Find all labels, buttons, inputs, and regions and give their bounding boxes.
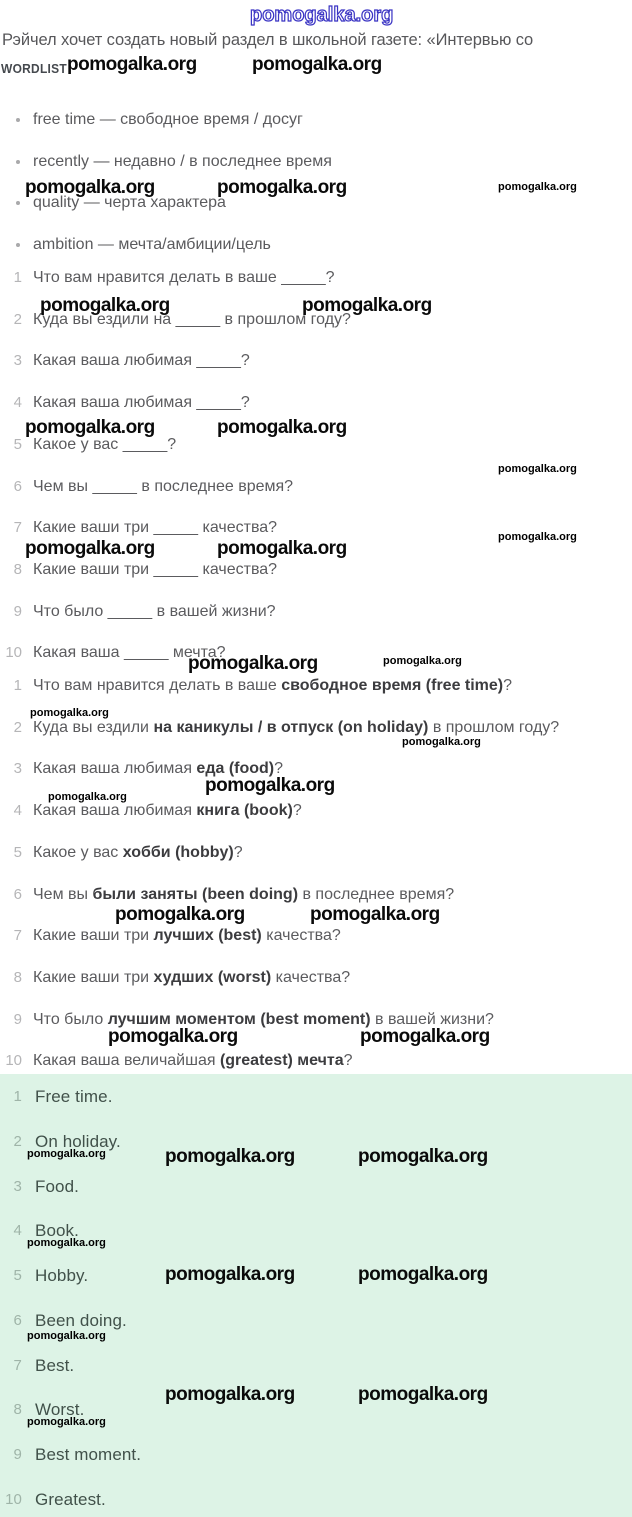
answer-text: Куда вы ездили на каникулы / в отпуск (on holiday) в прошлом году? [33, 719, 560, 736]
short-answer-row [0, 1310, 610, 1331]
answer-number: 6 [13, 886, 22, 903]
short-answer-number: 9 [13, 1446, 22, 1463]
wordlist-item-text: quality — черта характера [33, 194, 226, 211]
answer-number: 1 [13, 677, 22, 694]
watermark-large: pomogalka.org [165, 1264, 295, 1285]
short-answer-text: Greatest. [35, 1490, 106, 1509]
short-answer-row [0, 1176, 610, 1197]
watermark-large: pomogalka.org [360, 1026, 490, 1047]
short-answer-text: Best. [35, 1356, 75, 1375]
short-answer-text: Worst. [35, 1400, 85, 1419]
answer-number: 5 [13, 844, 22, 861]
answer-text: Какая ваша величайшая (greatest) мечта? [33, 1052, 353, 1069]
question-text: Какие ваши три _____ качества? [33, 561, 278, 578]
answer-text: Что вам нравится делать в ваше свободное время (free time)? [33, 677, 513, 694]
bullet-icon [16, 118, 20, 122]
bullet-icon [16, 243, 20, 247]
wordlist-item-text: ambition — мечта/амбиции/цель [33, 236, 271, 253]
answer-text: Чем вы были заняты (been doing) в последнее время? [33, 886, 455, 903]
watermark-outline: pomogalka.org [250, 4, 394, 26]
answer-text: Что было лучшим моментом (best moment) в вашей жизни? [33, 1011, 494, 1028]
wordlist-item [0, 152, 610, 172]
bullet-icon [16, 160, 20, 164]
watermark-large: pomogalka.org [217, 177, 347, 198]
watermark-large: pomogalka.org [310, 904, 440, 925]
answer-text: Какие ваши три худших (worst) качества? [33, 969, 351, 986]
short-answer-number: 8 [13, 1401, 22, 1418]
question-row [0, 351, 610, 371]
watermark-large: pomogalka.org [25, 538, 155, 559]
answer-row [0, 1051, 610, 1071]
answer-number: 7 [13, 927, 22, 944]
short-answer-row [0, 1086, 610, 1107]
question-number: 8 [13, 561, 22, 578]
wordlist-item-text: free time — свободное время / досуг [33, 111, 303, 128]
watermark-small: pomogalka.org [27, 1148, 106, 1160]
short-answer-text: Free time. [35, 1087, 113, 1106]
watermark-small: pomogalka.org [498, 181, 577, 193]
answer-text: Какие ваши три лучших (best) качества? [33, 927, 341, 944]
question-number: 2 [13, 311, 22, 328]
question-text: Какое у вас _____? [33, 436, 177, 453]
watermark-small: pomogalka.org [48, 791, 127, 803]
watermark-large: pomogalka.org [40, 295, 170, 316]
answer-number: 3 [13, 760, 22, 777]
short-answer-text: Food. [35, 1177, 79, 1196]
watermark-large: pomogalka.org [205, 775, 335, 796]
answer-row [0, 968, 610, 988]
short-answer-text: Hobby. [35, 1266, 89, 1285]
short-answer-row [0, 1355, 610, 1376]
watermark-large: pomogalka.org [217, 538, 347, 559]
bullet-icon [16, 201, 20, 205]
watermark-large: pomogalka.org [358, 1384, 488, 1405]
question-text: Что было _____ в вашей жизни? [33, 603, 276, 620]
question-text: Какие ваши три _____ качества? [33, 519, 278, 536]
answer-row [0, 801, 610, 821]
question-text: Какая ваша _____ мечта? [33, 644, 226, 661]
question-text: Куда вы ездили на _____ в прошлом году? [33, 311, 351, 328]
watermark-large: pomogalka.org [358, 1146, 488, 1167]
wordlist-item-text: recently — недавно / в последнее время [33, 153, 332, 170]
question-row [0, 393, 610, 413]
answer-text: Какая ваша любимая книга (book)? [33, 802, 302, 819]
short-answer-number: 2 [13, 1133, 22, 1150]
answer-row [0, 676, 610, 696]
question-number: 5 [13, 436, 22, 453]
wordlist-label: WORDLIST [1, 61, 67, 76]
answer-row [0, 718, 610, 738]
watermark-large: pomogalka.org [67, 54, 197, 75]
answer-text: Какое у вас хобби (hobby)? [33, 844, 243, 861]
watermark-small: pomogalka.org [383, 655, 462, 667]
answer-number: 2 [13, 719, 22, 736]
short-answer-row [0, 1265, 610, 1286]
watermark-small: pomogalka.org [30, 707, 109, 719]
question-number: 3 [13, 352, 22, 369]
watermark-large: pomogalka.org [115, 904, 245, 925]
answer-text: Какая ваша любимая еда (food)? [33, 760, 284, 777]
watermark-large: pomogalka.org [108, 1026, 238, 1047]
watermark-large: pomogalka.org [358, 1264, 488, 1285]
question-text: Какая ваша любимая _____? [33, 352, 250, 369]
short-answer-number: 1 [13, 1088, 22, 1105]
question-number: 7 [13, 519, 22, 536]
answer-row [0, 926, 610, 946]
answer-row [0, 885, 610, 905]
question-text: Какая ваша любимая _____? [33, 394, 250, 411]
short-answer-text: Book. [35, 1221, 79, 1240]
question-number: 10 [5, 644, 22, 661]
watermark-small: pomogalka.org [27, 1330, 106, 1342]
short-answer-text: Best moment. [35, 1445, 142, 1464]
short-answer-number: 6 [13, 1312, 22, 1329]
watermark-large: pomogalka.org [188, 653, 318, 674]
answer-number: 10 [5, 1052, 22, 1069]
answer-number: 8 [13, 969, 22, 986]
question-number: 6 [13, 478, 22, 495]
answer-number: 9 [13, 1011, 22, 1028]
watermark-small: pomogalka.org [27, 1237, 106, 1249]
short-answer-number: 4 [13, 1222, 22, 1239]
short-answer-number: 10 [5, 1491, 22, 1508]
answer-number: 4 [13, 802, 22, 819]
short-answer-row [0, 1489, 610, 1510]
watermark-small: pomogalka.org [402, 736, 481, 748]
question-row [0, 602, 610, 622]
watermark-small: pomogalka.org [498, 531, 577, 543]
question-number: 9 [13, 603, 22, 620]
watermark-large: pomogalka.org [217, 417, 347, 438]
watermark-small: pomogalka.org [498, 463, 577, 475]
watermark-large: pomogalka.org [302, 295, 432, 316]
answer-row [0, 843, 610, 863]
watermark-large: pomogalka.org [25, 177, 155, 198]
question-number: 4 [13, 394, 22, 411]
wordlist-item [0, 110, 610, 130]
short-answer-number: 5 [13, 1267, 22, 1284]
question-row [0, 560, 610, 580]
watermark-large: pomogalka.org [165, 1146, 295, 1167]
question-row [0, 477, 610, 497]
short-answer-row [0, 1444, 610, 1465]
question-text: Чем вы _____ в последнее время? [33, 478, 294, 495]
watermark-large: pomogalka.org [25, 417, 155, 438]
short-answer-text: On holiday. [35, 1132, 121, 1151]
watermark-small: pomogalka.org [27, 1416, 106, 1428]
answer-row [0, 1010, 610, 1030]
watermark-large: pomogalka.org [252, 54, 382, 75]
wordlist-item [0, 235, 610, 255]
short-answer-number: 7 [13, 1357, 22, 1374]
watermark-large: pomogalka.org [165, 1384, 295, 1405]
short-answer-text: Been doing. [35, 1311, 127, 1330]
question-row [0, 268, 610, 288]
short-answer-number: 3 [13, 1178, 22, 1195]
question-number: 1 [13, 269, 22, 286]
question-text: Что вам нравится делать в ваше _____? [33, 269, 335, 286]
intro-text: Рэйчел хочет создать новый раздел в школьной газете: «Интервью со [2, 31, 534, 49]
